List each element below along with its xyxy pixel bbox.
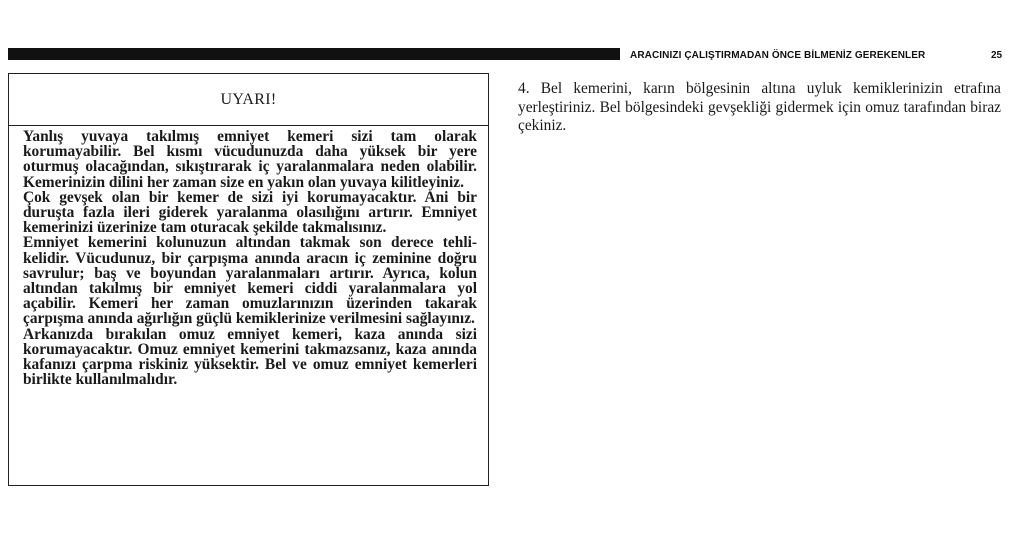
warning-box [8, 73, 489, 486]
section-title: ARACINIZI ÇALIŞTIRMADAN ÖNCE BİLMENİZ GEREKENLER [630, 50, 926, 61]
instruction-step [518, 80, 1001, 136]
header-bar [8, 48, 620, 60]
warning-paragraph: Çok gevşek olan bir kemer de sizi iyi korumayacaktır. Ani bir duruşta fazla ileri giderek yaralanma olasılığını artırır. Emniyet kemerinizi üzerinize tam oturacak şekilde takmalısınız. [23, 188, 477, 237]
warning-title: UYARI! [9, 74, 488, 126]
warning-paragraph: Arkanızda bırakılan omuz emniyet kemeri, kaza anında sizi korumayacaktır. Omuz emniyet kemerini takmazsanız, kaza anında kafanızı çarpma riskiniz yüksektir. Bel ve omuz emniyet kemerleri birlikte kullanılmalıdır. [23, 325, 477, 389]
instruction-text: 4. Bel kemerini, karın bölgesinin altına uyluk kemiklerinizin etrafına yerleştiriniz. Bel bölgesindeki gevşekliği gidermek için omuz tarafından biraz çekiniz. [518, 80, 1001, 135]
warning-body [9, 126, 488, 387]
warning-paragraph: Emniyet kemerini kolunuzun altından takmak son derece tehli-kelidir. Vücudunuz, bir çarpışma anında aracın iç zeminine doğru savrulur; baş ve boyundan yaralanmaları artırır. Ayrıca, kolun altından takılmış bir emniyet kemeri ciddi yaralanmalara yol açabilir. Kemeri her zaman omuzlarınızın üzerinden takarak çarpışma anında ağırlığın güçlü kemiklerinize verilmesini sağlayınız. [23, 234, 477, 328]
warning-paragraph: Yanlış yuvaya takılmış emniyet kemeri sizi tam olarak korumayabilir. Bel kısmı vücudunuzda daha yüksek bir yere oturmuş olacağından, sıkıştırarak iç yaralanmalara neden olabilir. Kemerinizin dilini her zaman size en yakın olan yuvaya kilitleyiniz. [23, 128, 477, 191]
page-number: 25 [991, 50, 1003, 61]
